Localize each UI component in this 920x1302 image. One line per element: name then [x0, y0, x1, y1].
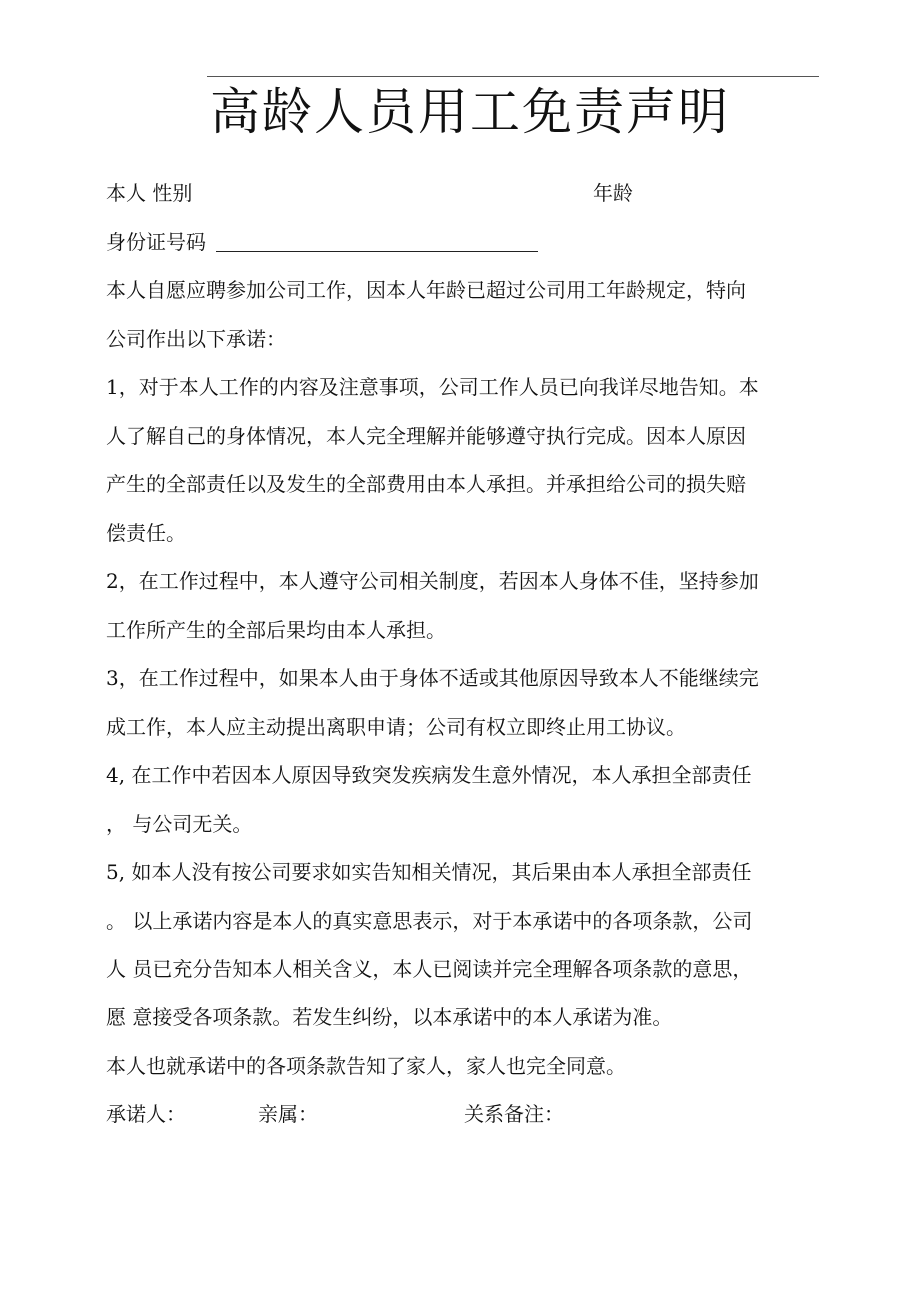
- body-line: 1，对于本人工作的内容及注意事项，公司工作人员已向我详尽地告知。本: [106, 375, 759, 399]
- id-number-row: [106, 227, 538, 257]
- header-rule: [207, 76, 819, 77]
- id-number-label: 身份证号码: [106, 230, 206, 254]
- body-line: 公司作出以下承诺：: [106, 327, 286, 351]
- person-gender-label: 本人 性别: [106, 181, 193, 205]
- body-line: 2，在工作过程中，本人遵守公司相关制度，若因本人身体不佳，坚持参加: [106, 569, 759, 593]
- body-line: 5, 如本人没有按公司要求如实告知相关情况，其后果由本人承担全部责任: [106, 860, 752, 884]
- body-line: 成工作，本人应主动提出离职申请；公司有权立即终止用工协议。: [106, 715, 686, 739]
- id-number-blank: [216, 251, 538, 252]
- body-line: 产生的全部责任以及发生的全部费用由本人承担。并承担给公司的损失赔: [106, 472, 746, 496]
- body-line: 4, 在工作中若因本人原因导致突发疾病发生意外情况，本人承担全部责任: [106, 763, 752, 787]
- body-line: ， 与公司无关。: [106, 812, 253, 836]
- body-line: 。 以上承诺内容是本人的真实意思表示，对于本承诺中的各项条款，公司: [106, 909, 753, 933]
- signature-row: [106, 1099, 706, 1129]
- personal-info-row: [106, 178, 706, 208]
- promisor-label: 承诺人：: [106, 1102, 186, 1126]
- body-line: 3，在工作过程中，如果本人由于身体不适或其他原因导致本人不能继续完: [106, 666, 759, 690]
- body-line: 愿 意接受各项条款。若发生纠纷，以本承诺中的本人承诺为准。: [106, 1005, 673, 1029]
- body-line: 工作所产生的全部后果均由本人承担。: [106, 618, 446, 642]
- body-line: 本人也就承诺中的各项条款告知了家人，家人也完全同意。: [106, 1054, 626, 1078]
- body-line: 本人自愿应聘参加公司工作，因本人年龄已超过公司用工年龄规定，特向: [106, 278, 746, 302]
- relationship-note-label: 关系备注：: [464, 1102, 564, 1126]
- document-title: 高龄人员用工免责声明: [210, 83, 730, 141]
- body-line: 人了解自己的身体情况，本人完全理解并能够遵守执行完成。因本人原因: [106, 424, 746, 448]
- body-line: 人 员已充分告知本人相关含义，本人已阅读并完全理解各项条款的意思，: [106, 957, 753, 981]
- age-label: 年龄: [593, 181, 633, 205]
- body-line: 偿责任。: [106, 521, 186, 545]
- relative-label: 亲属：: [258, 1102, 318, 1126]
